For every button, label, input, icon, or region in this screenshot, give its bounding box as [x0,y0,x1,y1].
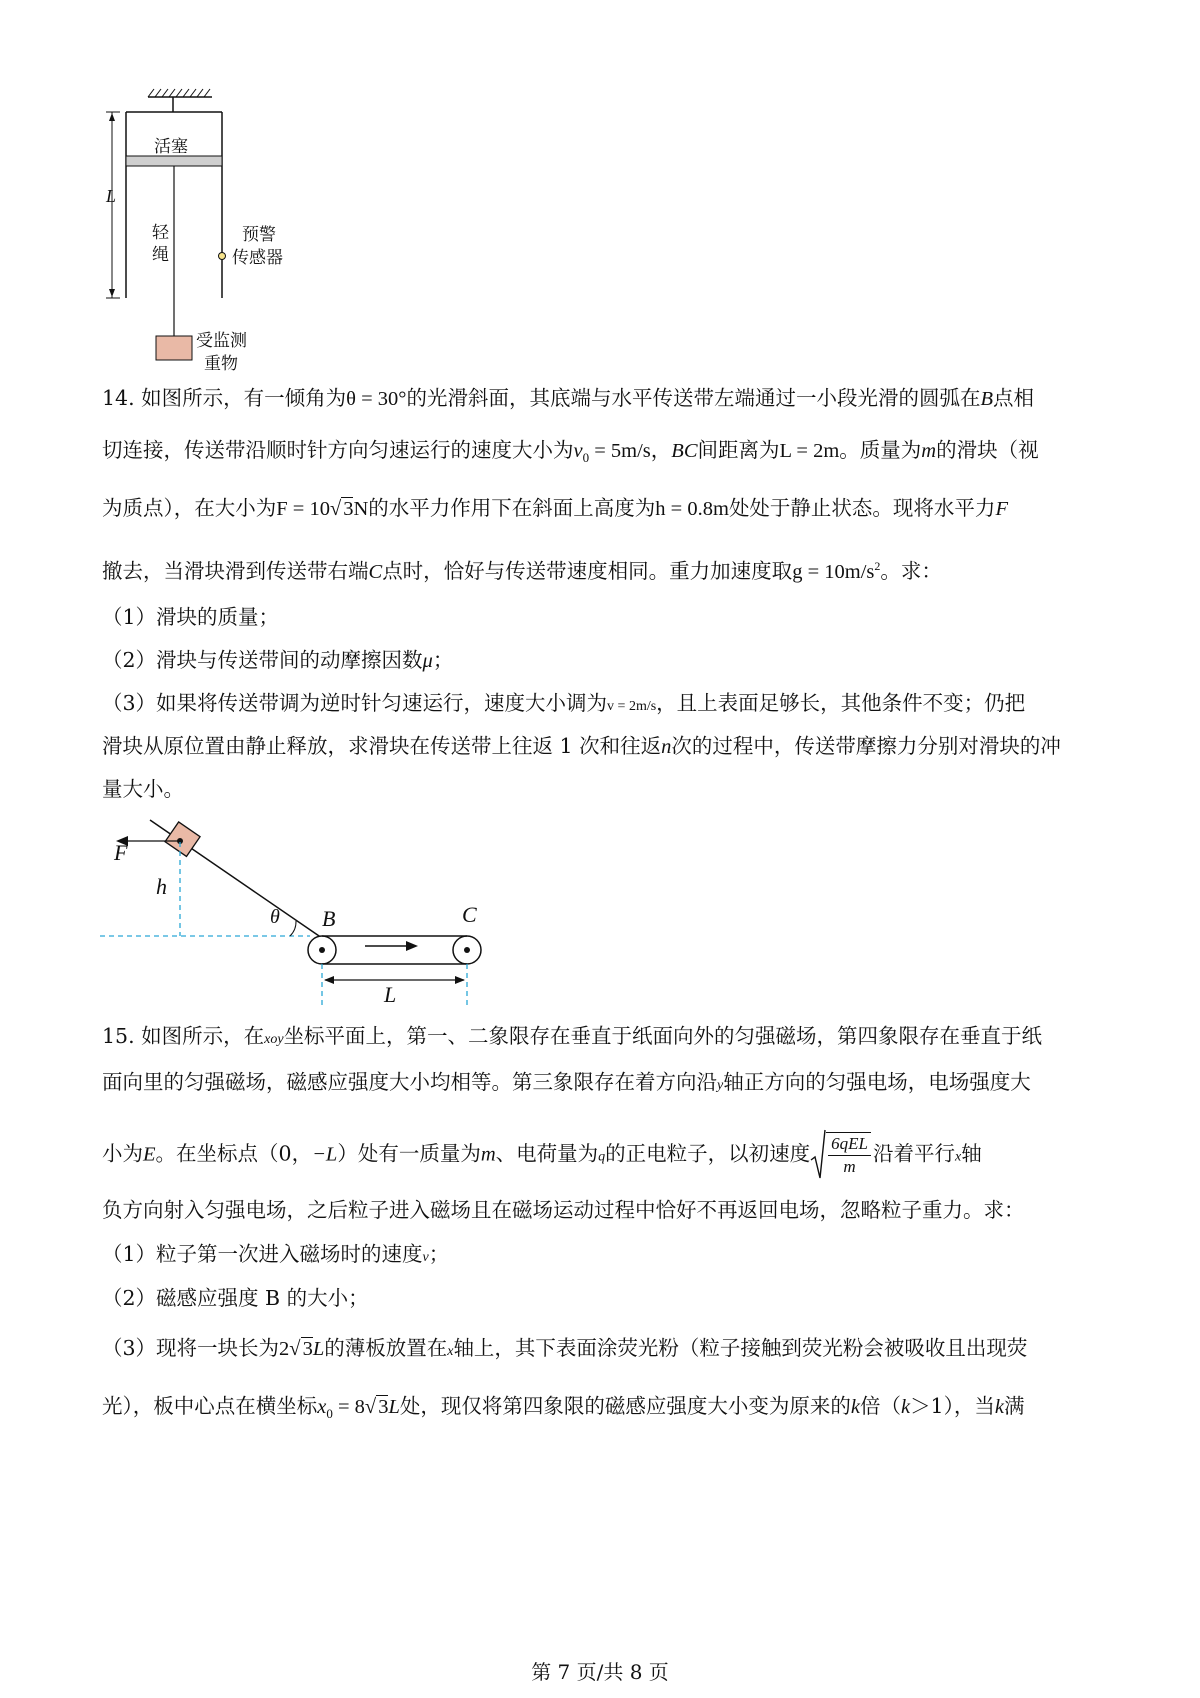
q14-part-3-line-2: 滑块从原位置由静止释放，求滑块在传送带上往返 1 次和往返n次的过程中，传送带摩擦力分别对滑块的冲 [102,734,1061,758]
force-label: F [114,840,128,865]
q14-part-3-line-1: （3）如果将传送带调为逆时针匀速运行，速度大小调为v = 2m/s，且上表面足够长，其他条件不变；仍把 [102,691,1026,715]
sensor-label-2: 传感器 [232,248,283,268]
rope-label-1: 轻 [152,223,169,243]
velocity-sqrt: $\frac{\text{6qEL}}{m}$ [810,1132,873,1178]
q14-part-2: （2）滑块与传送带间的动摩擦因数μ； [102,648,454,672]
height-label: h [156,874,167,899]
q15-line-2: 面向里的匀强磁场，磁感应强度大小均相等。第三象限存在着方向沿y轴正方向的匀强电场，电场强度大 [102,1070,1031,1094]
q14-line-2: 切连接，传送带沿顺时针方向匀速运行的速度大小为$v_0 = 5m/s$，BC间距离为L = 2m。质量为m的滑块（视 [102,438,1039,465]
q15-line-4: 负方向射入匀强电场，之后粒子进入磁场且在磁场运动过程中恰好不再返回电场，忽略粒子重力。求： [102,1198,1025,1222]
q14-part-3-line-3: 量大小。 [102,777,184,801]
q15-line-1: 15. 如图所示，在xoy坐标平面上，第一、二象限存在垂直于纸面向外的匀强磁场，第四象限存在垂直于纸 [102,1024,1043,1048]
q14-part-1: （1）滑块的质量； [102,605,280,629]
q14-line-4: 撤去，当滑块滑到传送带右端C点时，恰好与传送带速度相同。重力加速度取$g = 10m/s^2$。求： [102,559,942,583]
length-label: L [106,186,117,206]
figure-incline-conveyor [100,812,520,1012]
point-c-label: C [462,902,477,927]
q15-part-3-line-1: （3）现将一块长为2√3L的薄板放置在x轴上，其下表面涂荧光粉（粒子接触到荧光粉会被吸收且出现荧 [102,1336,1028,1360]
sensor-label-1: 预警 [242,225,276,245]
page-footer: 第 7 页/共 8 页 [531,1660,669,1684]
weight-label-2: 重物 [204,354,238,374]
q15-part-2: （2）磁感应强度 B 的大小； [102,1286,369,1310]
weight-label-1: 受监测 [196,331,247,351]
rope-label-2: 绳 [152,245,169,265]
q14-line-1: 14. 如图所示，有一倾角为θ = 30°的光滑斜面，其底端与水平传送带左端通过一小段光滑的圆弧在B点相 [102,386,1034,410]
figure-piston-sensor [100,86,340,376]
angle-label: θ [270,906,280,928]
q14-line-3: 为质点），在大小为F = 10√3N的水平力作用下在斜面上高度为h = 0.8m处处于静止状态。现将水平力F [102,496,1008,520]
length-l-label: L [384,982,397,1007]
piston-label: 活塞 [154,137,188,157]
q15-part-3-line-2: 光），板中心点在横坐标$x_0 = 8√3L$处，现仅将第四象限的磁感应强度大小变为原来的k倍（k＞1），当k满 [102,1394,1025,1421]
point-b-label: B [322,906,336,931]
q15-part-1: （1）粒子第一次进入磁场时的速度v； [102,1242,450,1266]
incline-diagram [100,812,520,1012]
q15-line-3: 小为E。在坐标点（0，−L）处有一质量为m、电荷量为q的正电粒子，以初速度 $\frac{\text{6qEL}}{m}$ 沿着平行x轴 [102,1132,982,1178]
